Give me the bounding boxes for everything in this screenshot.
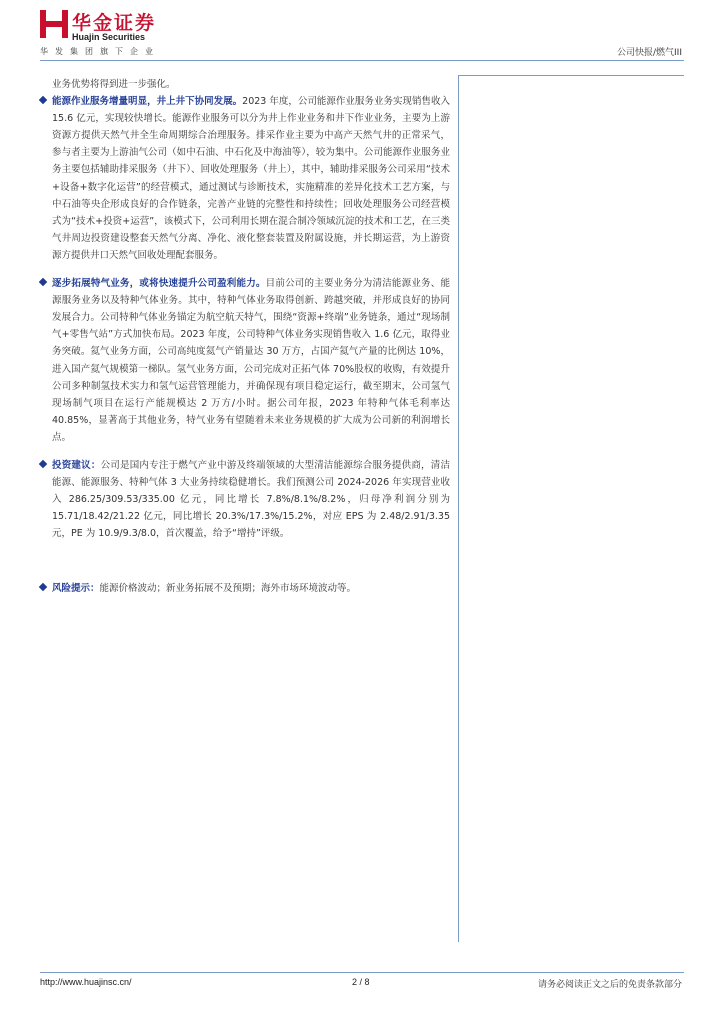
logo-mark-icon — [40, 10, 68, 38]
section-heading: 风险提示： — [52, 583, 100, 595]
section-investment-advice — [38, 457, 450, 542]
section-risk-warning — [38, 580, 450, 597]
logo-company-cn: 华金证券 — [72, 12, 157, 34]
report-body — [38, 76, 450, 609]
bullet-diamond-icon — [39, 96, 47, 104]
header-divider — [40, 60, 684, 61]
logo-company-en: Huajin Securities — [72, 32, 146, 42]
sidebar-top-border — [458, 75, 684, 76]
footer-disclaimer: 请务必阅读正文之后的免责条款部分 — [537, 980, 682, 990]
section-heading: 逐步拓展特气业务，或将快速提升公司盈利能力。 — [52, 278, 266, 290]
page-number: 2 / 8 — [352, 977, 370, 987]
bullet-diamond-icon — [39, 278, 47, 286]
report-type-label: 公司快报/燃气III — [617, 48, 682, 58]
bullet-diamond-icon — [39, 583, 47, 591]
section-energy-services — [38, 93, 450, 264]
section-heading: 能源作业服务增量明显，井上井下协同发展。 — [52, 96, 243, 108]
sidebar-divider — [458, 76, 459, 942]
section-body: 目前公司的主要业务分为清洁能源业务、能源服务业务以及特种气体业务。其中，特种气体业务取得创新、跨越突破，并形成良好的协同发展合力。公司特种气体业务锚定为航空航天特气，围绕“资源+终端”业务链条，通过“现场制气+零售气站”方式加快布局。2023 年度，公司特种气体业务实现销售收入 1.6 亿元，取得业务突破。氦气业务方面，公司高纯度氦气产销量达 30 万方，占国产氦气产量的比例达 10%，进入国产氦气规模第一梯队。氢气业务方面，公司完成对正拓气体 70%股权的收购，有效提升公司多种制氢技术实力和氢气运营管理能力，并确保现有项目稳定运行，截至期末，公司氢气现场制气项目在运行产能规模达 2 万方/小时。据公司年报，2023 年特种气体毛利率达 40.85%，显著高于其他业务，特气业务有望随着未来业务规模的扩大成为公司新的利润增长点。 — [52, 278, 450, 443]
bullet-diamond-icon — [39, 460, 47, 468]
footer-website-link[interactable]: http://www.huajinsc.cn/ — [40, 977, 132, 987]
section-heading: 投资建议： — [52, 459, 101, 471]
section-body: 能源价格波动；新业务拓展不及预期；海外市场环境波动等。 — [99, 583, 357, 595]
section-body: 2023 年度，公司能源作业服务业务实现销售收入 15.6 亿元，实现较快增长。能源作业服务可以分为井上作业业务和井下作业业务，主要为上游资源方提供天然气井全生命周期综合治理服务。排采作业主要为中高产天然气井的正常采气，参与者主要为上游油气公司（如中石油、中石化及中海油等），较为集中。公司能源作业服务业务主要包括辅助排采服务（井下）、回收处理服务（井上），其中，辅助排采服务公司采用“技术+设备+数字化运营”的经营模式，通过测试与诊断技术，实施精准的差异化技术工艺方案，与中石油等央企形成良好的合作链条，完善产业链的完整性和持续性；回收处理服务公司经营模式为“技术+投资+运营”，该模式下，公司利用长期在混合制冷领域沉淀的技术和工艺，在三类气井周边投资建设整套天然气分离、净化、液化整套装置及附属设施，并长期运营，为上游资源方提供井口天然气回收处理配套服务。 — [52, 96, 450, 261]
intro-line: 业务优势将得到进一步强化。 — [52, 79, 176, 90]
footer-divider — [40, 972, 684, 973]
group-tagline: 华发集团旗下企业 — [40, 47, 160, 56]
section-body: 公司是国内专注于燃气产业中游及终端领域的大型清洁能源综合服务提供商，清洁能源、能源服务、特种气体 3 大业务持续稳健增长。我们预测公司 2024-2026 年实现营业收入 286.25/309.53/335.00 亿元，同比增长 7.8%/8.1%/8.2%，归母净利润分别为 15.71/18.42/21.22 亿元，同比增长 20.3%/17.3%/15.2%，对应 EPS 为 2.48/2.91/3.35 元，PE 为 10.9/9.3/8.0，首次覆盖，给予“增持”评级。 — [52, 459, 450, 540]
section-special-gas — [38, 275, 450, 446]
